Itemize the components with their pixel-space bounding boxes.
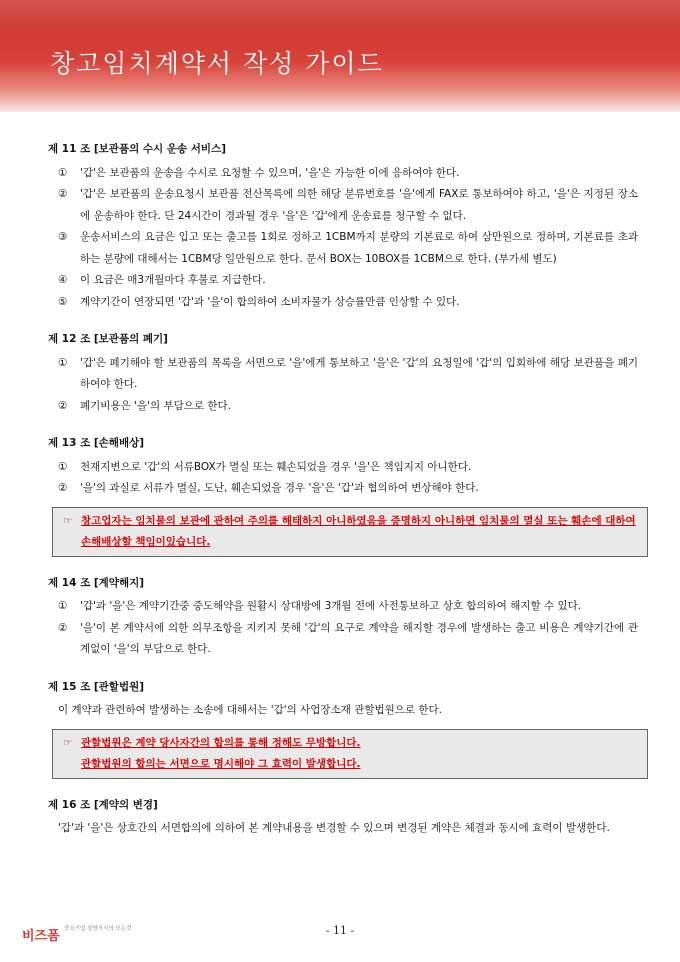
pointer-icon: ☞ — [63, 514, 73, 527]
document-body — [48, 139, 638, 856]
item-number: ② — [58, 188, 68, 200]
article-title: 제 11 조 [보관품의 수시 운송 서비스] — [48, 143, 227, 155]
article-item — [48, 353, 638, 396]
logo-text: 비즈폼 — [22, 929, 60, 944]
article-item — [48, 270, 638, 292]
article-title: 제 15 조 [관할법원] — [48, 680, 145, 693]
item-number: ② — [58, 482, 68, 494]
note-text: 관할법원은 계약 당사자간의 합의를 통해 정해도 무방합니다. — [81, 736, 361, 749]
item-number: ① — [58, 460, 68, 473]
article-item — [48, 596, 638, 618]
article-item — [48, 227, 638, 270]
item-text: '을'이 본 계약서에 의한 의무조항을 지키지 못해 '갑'의 요구로 계약을 해지할 경우에 발생하는 출고 비용은 계약기간에 관계없이 '을'의 부담으로 한다. — [80, 621, 638, 655]
item-number: ① — [58, 166, 68, 179]
item-number: ② — [58, 621, 68, 634]
item-number: ③ — [58, 231, 68, 243]
item-text: '을'의 과실로 서류가 멸실, 도난, 훼손되었을 경우 '을'은 '갑'과 협의하여 변상해야 한다. — [80, 482, 479, 494]
article-item — [48, 292, 638, 314]
page-number: - 11 - — [325, 924, 355, 937]
note-text: 관할법원의 합의는 서면으로 명시해야 그 효력이 발생합니다. — [81, 757, 361, 770]
logo-tagline: 중소기업 경영서식의 모든것 — [64, 926, 132, 932]
article-12 — [48, 329, 638, 417]
article-item — [48, 396, 638, 418]
article-15 — [48, 677, 638, 779]
article-14 — [48, 573, 638, 661]
item-text: '갑'은 폐기해야 할 보관품의 목록을 서면으로 '을'에게 통보하고 '을'은 '갑'의 요청일에 '갑'의 입회하에 해당 보관품을 폐기하여야 한다. — [80, 356, 638, 390]
article-11 — [48, 139, 638, 313]
article-title: 제 12 조 [보관품의 폐기] — [48, 333, 168, 345]
note-box — [52, 729, 648, 779]
item-text: 천재지변으로 '갑'의 서류BOX가 멸실 또는 훼손되었을 경우 '을'은 책임지지 아니한다. — [80, 460, 472, 473]
article-title: 제 14 조 [계약해지] — [48, 576, 145, 589]
item-number: ① — [58, 600, 68, 612]
note-row — [63, 754, 637, 775]
item-text: 운송서비스의 요금은 입고 또는 출고를 1회로 정하고 1CBM까지 분량의 기본료로 하여 삼만원으로 정하며, 기본료를 초과하는 분량에 대해서는 1CBM당 일만원으로 한다. 문서 BOX는 10BOX를 1CBM으로 한다. (부가세 별도) — [80, 231, 638, 265]
item-text: '갑'과 '을'은 계약기간중 중도해약을 원활시 상대방에 3개월 전에 사전통보하고 상호 합의하여 해지할 수 있다. — [80, 600, 582, 612]
note-row — [63, 511, 637, 553]
article-title: 제 13 조 [손해배상] — [48, 437, 145, 449]
note-indent — [63, 754, 81, 775]
item-number: ⑤ — [58, 295, 68, 308]
header-banner — [0, 0, 680, 112]
item-number: ② — [58, 399, 68, 412]
article-item — [48, 478, 638, 500]
banner-shine — [0, 0, 680, 34]
item-text: 계약기간이 연장되면 '갑'과 '을'이 합의하여 소비자물가 상승률만큼 인상할 수 있다. — [80, 295, 460, 308]
article-item — [48, 163, 638, 185]
item-text: '갑'은 보관품의 운송요청시 보관품 전산목록에 의한 해당 분류번호를 '을'에게 FAX로 통보하여야 하고, '을'은 지정된 장소에 운송하야 한다. 단 24시간이 경과될 경우 '을'은 '갑'에게 운송료를 청구할 수 없다. — [80, 188, 638, 222]
article-paragraph: '갑'과 '을'은 상호간의 서면합의에 의하여 본 계약내용을 변경할 수 있으며 변경된 계약은 체결과 동시에 효력이 발생한다. — [58, 822, 610, 834]
item-text: 이 요금은 매3개월마다 후불로 지급한다. — [80, 274, 266, 286]
article-paragraph: 이 계약과 관련하여 발생하는 소송에 대해서는 '갑'의 사업장소재 관할법원으로 한다. — [58, 704, 443, 716]
note-text: 창고업자는 임치물의 보관에 관하여 주의를 해태하지 아니하였음을 증명하지 아니하면 임치물의 멸실 또는 훼손에 대하여 손해배상할 책임이있습니다. — [81, 514, 636, 548]
item-number: ④ — [58, 274, 68, 286]
page-title: 창고임치계약서 작성 가이드 — [50, 49, 384, 78]
item-text: 폐기비용은 '을'의 부담으로 한다. — [80, 399, 231, 412]
article-title: 제 16 조 [계약의 변경] — [48, 798, 158, 811]
article-item — [48, 457, 638, 479]
article-item — [48, 618, 638, 661]
pointer-icon: ☞ — [63, 736, 73, 749]
article-16 — [48, 795, 638, 840]
note-box — [52, 507, 648, 557]
article-13 — [48, 433, 638, 557]
note-row — [63, 733, 637, 754]
item-text: '갑'은 보관품의 운송을 수시로 요청할 수 있으며, '을'은 가능한 이에 응하여야 한다. — [80, 166, 460, 179]
article-item — [48, 184, 638, 227]
item-number: ① — [58, 356, 68, 369]
